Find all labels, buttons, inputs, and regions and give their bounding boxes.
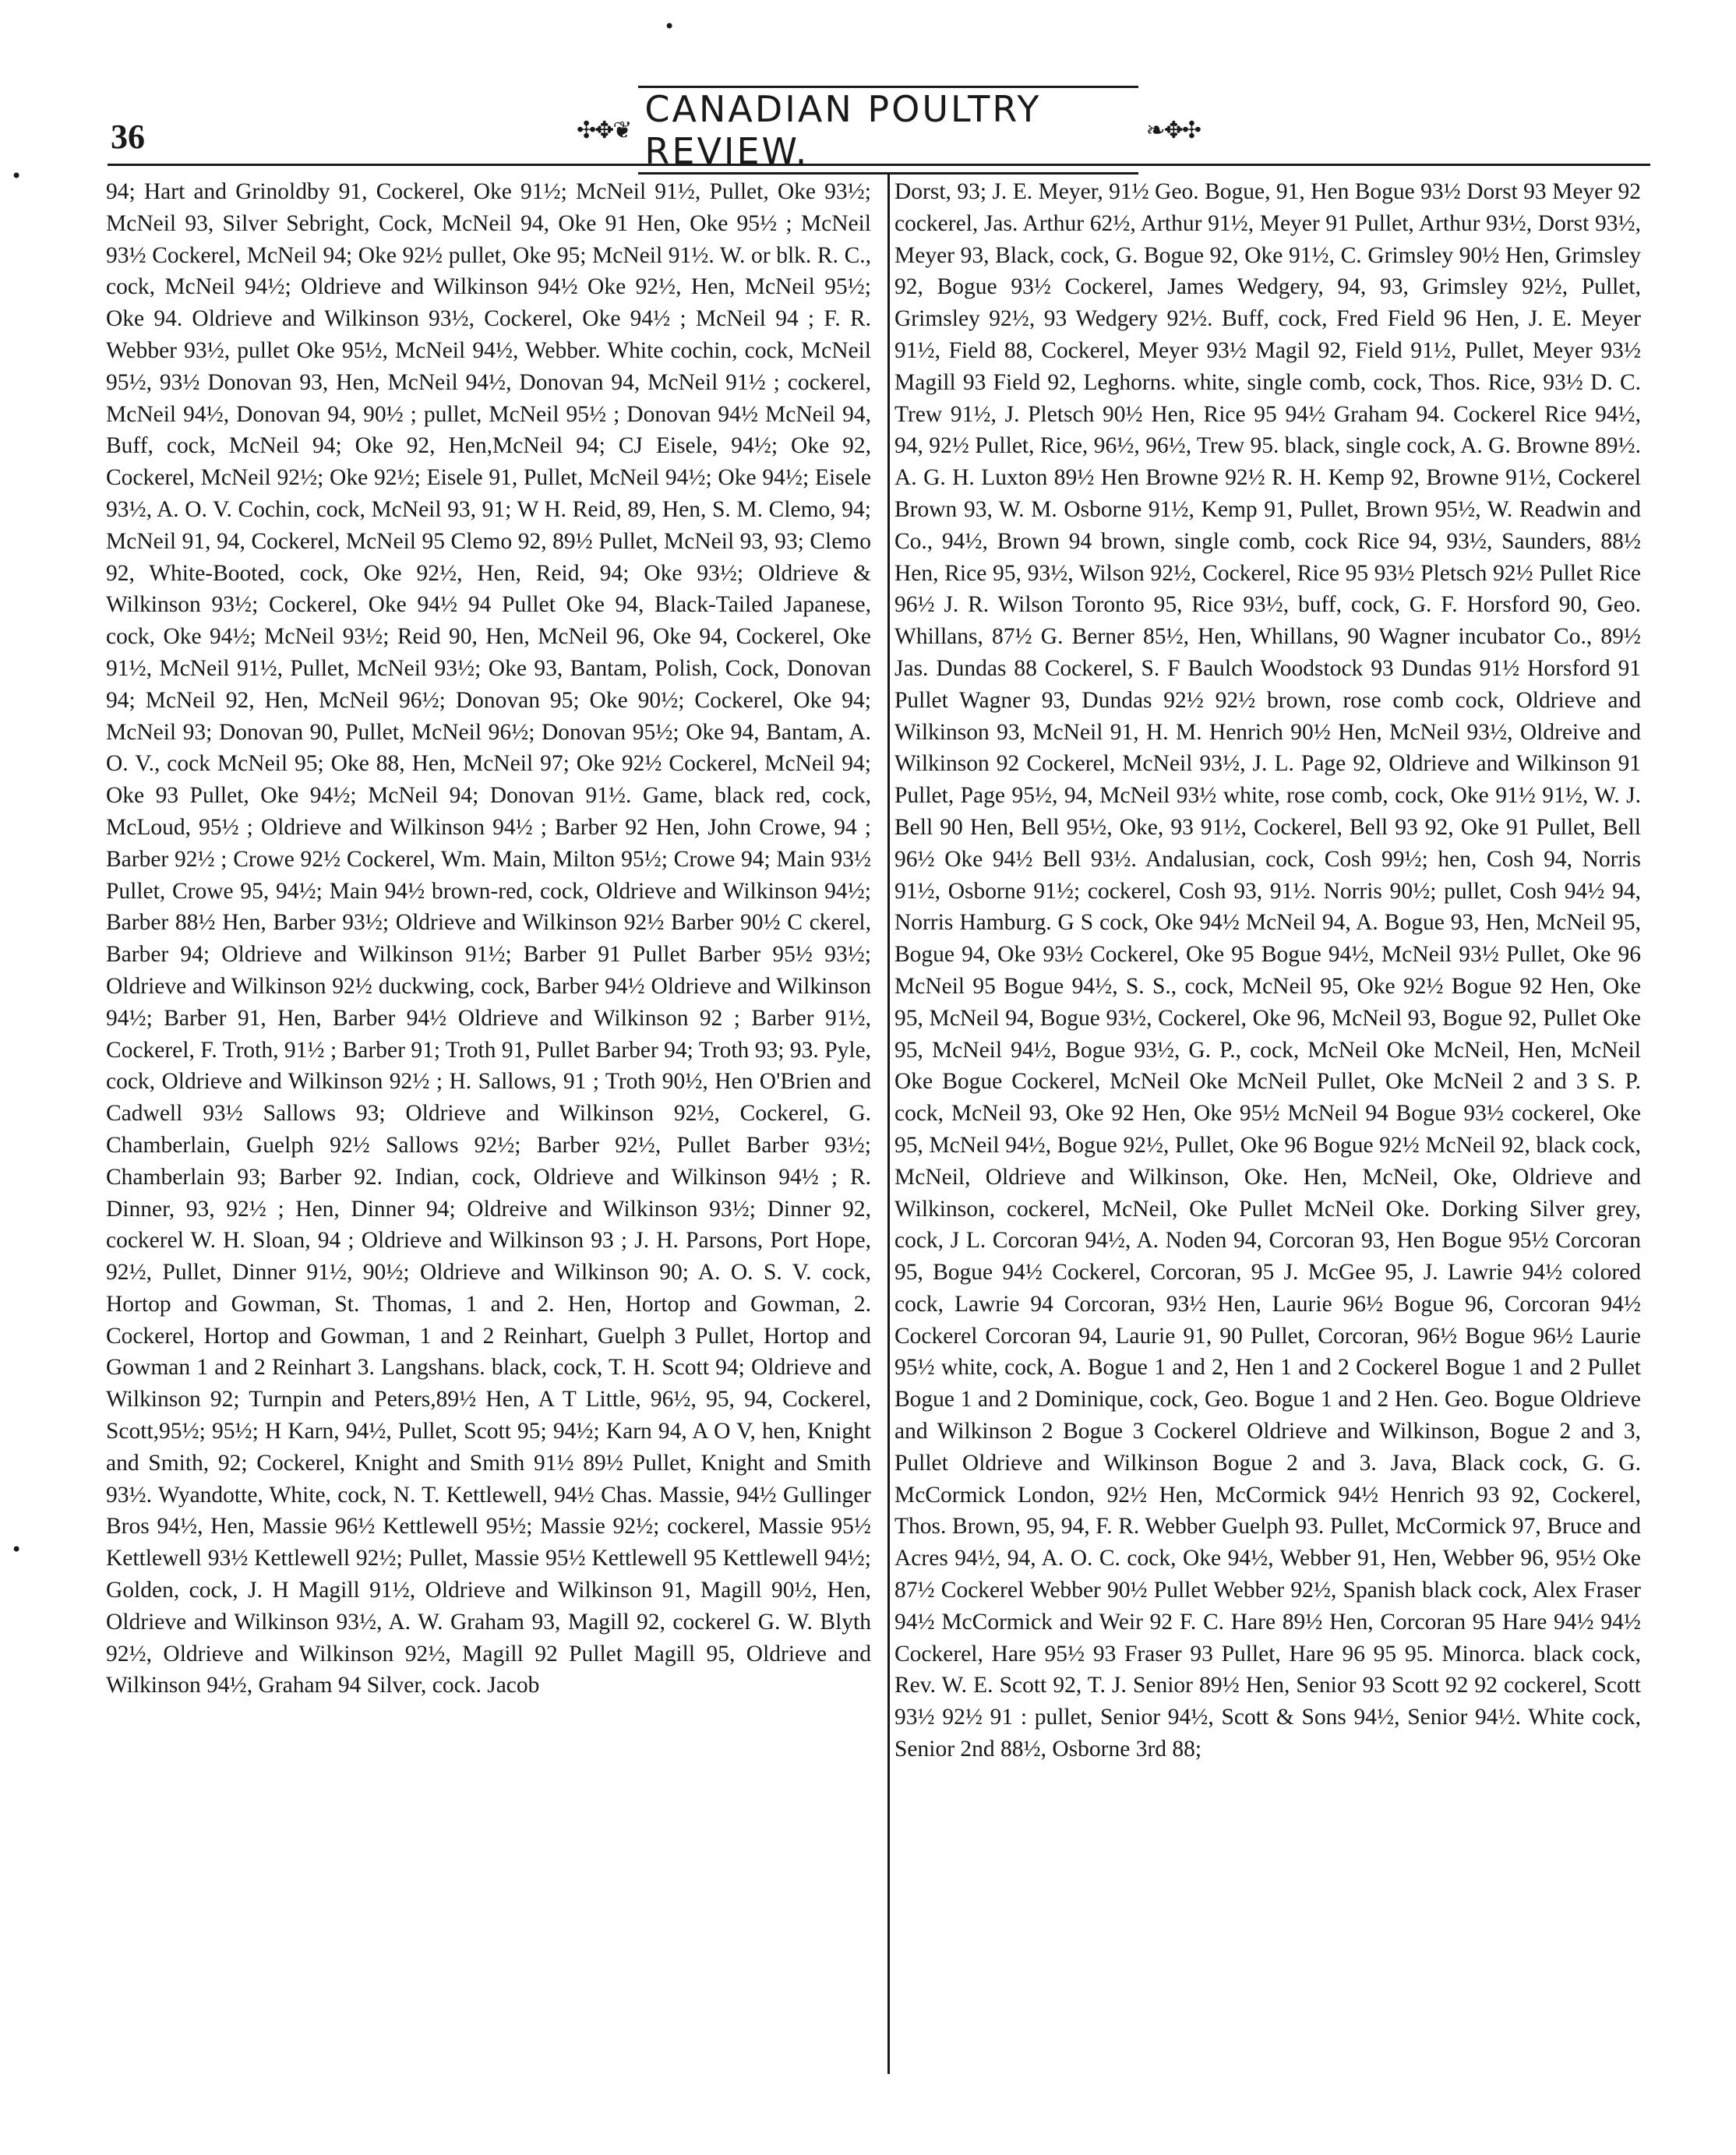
left-ornament-icon: ✣✥❦ (577, 116, 631, 144)
header-rule (108, 164, 1650, 166)
page-number: 36 (111, 118, 145, 156)
scan-dot: • (11, 165, 23, 187)
scan-dot: • (664, 16, 676, 37)
scan-dot: • (11, 1539, 23, 1561)
masthead-title: CANADIAN POULTRY REVIEW. (638, 86, 1138, 175)
masthead (577, 88, 1200, 172)
column-divider (887, 173, 890, 2074)
left-column-text: 94; Hart and Grinoldby 91, Cockerel, Oke 91½; McNeil 91½, Pullet, Oke 93½; McNeil 93, Silver Sebright, Cock, McNeil 94, Oke 91 Hen, Oke 95½ ; McNeil 93½ Cockerel, McNeil 94; Oke 92½ pullet, Oke 95; McNeil 91½. W. or blk. R. C., cock, McNeil 94½; Oldrieve and Wilkinson 94½ Oke 92½, Hen, McNeil 95½; Oke 94. Oldrieve and Wilkinson 93½, Cockerel, Oke 94½ ; McNeil 94 ; F. R. Webber 93½, pullet Oke 95½, McNeil 94½, Webber. White cochin, cock, McNeil 95½, 93½ Donovan 93, Hen, McNeil 94½, Donovan 94, McNeil 91½ ; cockerel, McNeil 94½, Donovan 94, 90½ ; pullet, McNeil 95½ ; Donovan 94½ McNeil 94, Buff, cock, McNeil 94; Oke 92, Hen,McNeil 94; CJ Eisele, 94½; Oke 92, Cockerel, McNeil 92½; Oke 92½; Eisele 91, Pullet, McNeil 94½; Oke 94½; Eisele 93½, A. O. V. Cochin, cock, McNeil 93, 91; W H. Reid, 89, Hen, S. M. Clemo, 94; McNeil 91, 94, Cockerel, McNeil 95 Clemo 92, 89½ Pullet, McNeil 93, 93; Clemo 92, White-Booted, cock, Oke 92½, Hen, Reid, 94; Oke 93½; Oldrieve & Wilkinson 93½; Cockerel, Oke 94½ 94 Pullet Oke 94, Black-Tailed Japanese, cock, Oke 94½; McNeil 93½; Reid 90, Hen, McNeil 96, Oke 94, Cockerel, Oke 91½, McNeil 91½, Pullet, McNeil 93½; Oke 93, Bantam, Polish, Cock, Donovan 94; McNeil 92, Hen, McNeil 96½; Donovan 95; Oke 90½; Cockerel, Oke 94; McNeil 93; Donovan 90, Pullet, McNeil 96½; Donovan 95½; Oke 94, Bantam, A. O. V., cock McNeil 95; Oke 88, Hen, McNeil 97; Oke 92½ Cockerel, McNeil 94; Oke 93 Pullet, Oke 94½; McNeil 94; Donovan 91½. Game, black red, cock, McLoud, 95½ ; Oldrieve and Wilkinson 94½ ; Barber 92 Hen, John Crowe, 94 ; Barber 92½ ; Crowe 92½ Cockerel, Wm. Main, Milton 95½; Crowe 94; Main 93½ Pullet, Crowe 95, 94½; Main 94½ brown-red, cock, Oldrieve and Wilkinson 94½; Barber 88½ Hen, Barber 93½; Oldrieve and Wilkinson 92½ Barber 90½ C ckerel, Barber 94; Oldrieve and Wilkinson 91½; Barber 91 Pullet Barber 95½ 93½; Oldrieve and Wilkinson 92½ duckwing, cock, Barber 94½ Oldrieve and Wilkinson 94½; Barber 91, Hen, Barber 94½ Oldrieve and Wilkinson 92 ; Barber 91½, Cockerel, F. Troth, 91½ ; Barber 91; Troth 91, Pullet Barber 94; Troth 93; 93. Pyle, cock, Oldrieve and Wilkinson 92½ ; H. Sallows, 91 ; Troth 90½, Hen O'Brien and Cadwell 93½ Sallows 93; Oldrieve and Wilkinson 92½, Cockerel, G. Chamberlain, Guelph 92½ Sallows 92½; Barber 92½, Pullet Barber 93½; Chamberlain 93; Barber 92. Indian, cock, Oldrieve and Wilkinson 94½ ; R. Dinner, 93, 92½ ; Hen, Dinner 94; Oldreive and Wilkinson 93½; Dinner 92, cockerel W. H. Sloan, 94 ; Oldrieve and Wilkinson 93 ; J. H. Parsons, Port Hope, 92½, Pullet, Dinner 91½, 90½; Oldrieve and Wilkinson 90; A. O. S. V. cock, Hortop and Gowman, St. Thomas, 1 and 2. Hen, Hortop and Gowman, 2. Cockerel, Hortop and Gowman, 1 and 2 Reinhart, Guelph 3 Pullet, Hortop and Gowman 1 and 2 Reinhart 3. Langshans. black, cock, T. H. Scott 94; Oldrieve and Wilkinson 92; Turnpin and Peters,89½ Hen, A T Little, 96½, 95, 94, Cockerel, Scott,95½; 95½; H Karn, 94½, Pullet, Scott 95; 94½; Karn 94, A O V, hen, Knight and Smith, 92; Cockerel, Knight and Smith 91½ 89½ Pullet, Knight and Smith 93½. Wyandotte, White, cock, N. T. Kettlewell, 94½ Chas. Massie, 94½ Gullinger Bros 94½, Hen, Massie 96½ Kettlewell 95½; Massie 92½; cockerel, Massie 95½ Kettlewell 93½ Kettlewell 92½; Pullet, Massie 95½ Kettlewell 95 Kettlewell 94½; Golden, cock, J. H Magill 91½, Oldrieve and Wilkinson 91, Magill 90½, Hen, Oldrieve and Wilkinson 93½, A. W. Graham 93, Magill 92, cockerel G. W. Blyth 92½, Oldrieve and Wilkinson 92½, Magill 92 Pullet Magill 95, Oldrieve and Wilkinson 94½, Graham 94 Silver, cock. Jacob (106, 179, 871, 1698)
right-ornament-icon: ❧✥✣ (1145, 116, 1200, 144)
right-column-text: Dorst, 93; J. E. Meyer, 91½ Geo. Bogue, 91, Hen Bogue 93½ Dorst 93 Meyer 92 cockerel, Jas. Arthur 62½, Arthur 91½, Meyer 91 Pullet, Arthur 93½, Dorst 93½, Meyer 93, Black, cock, G. Bogue 92, Oke 91½, C. Grimsley 90½ Hen, Grimsley 92, Bogue 93½ Cockerel, James Wedgery, 94, 93, Grimsley 92½, Pullet, Grimsley 92½, 93 Wedgery 92½. Buff, cock, Fred Field 96 Hen, J. E. Meyer 91½, Field 88, Cockerel, Meyer 93½ Magil 92, Field 91½, Pullet, Meyer 93½ Magill 93 Field 92, Leghorns. white, single comb, cock, Thos. Rice, 93½ D. C. Trew 91½, J. Pletsch 90½ Hen, Rice 95 94½ Graham 94. Cockerel Rice 94½, 94, 92½ Pullet, Rice, 96½, 96½, Trew 95. black, single cock, A. G. Browne 89½. A. G. H. Luxton 89½ Hen Browne 92½ R. H. Kemp 92, Browne 91½, Cockerel Brown 93, W. M. Osborne 91½, Kemp 91, Pullet, Brown 95½, W. Readwin and Co., 94½, Brown 94 brown, single comb, cock Rice 94, 93½, Saunders, 88½ Hen, Rice 95, 93½, Wilson 92½, Cockerel, Rice 95 93½ Pletsch 92½ Pullet Rice 96½ J. R. Wilson Toronto 95, Rice 93½, buff, cock, G. F. Horsford 90, Geo. Whillans, 87½ G. Berner 85½, Hen, Whillans, 90 Wagner incubator Co., 89½ Jas. Dundas 88 Cockerel, S. F Baulch Woodstock 93 Dundas 91½ Horsford 91 Pullet Wagner 93, Dundas 92½ 92½ brown, rose comb cock, Oldrieve and Wilkinson 93, McNeil 91, H. M. Henrich 90½ Hen, McNeil 93½, Oldreive and Wilkinson 92 Cockerel, McNeil 93½, J. L. Page 92, Oldrieve and Wilkinson 91 Pullet, Page 95½, 94, McNeil 93½ white, rose comb, cock, Oke 91½ 91½, W. J. Bell 90 Hen, Bell 95½, Oke, 93 91½, Cockerel, Bell 93 92, Oke 91 Pullet, Bell 96½ Oke 94½ Bell 93½. Andalusian, cock, Cosh 99½; hen, Cosh 94, Norris 91½, Osborne 91½; cockerel, Cosh 93, 91½. Norris 90½; pullet, Cosh 94½ 94, Norris Hamburg. G S cock, Oke 94½ McNeil 94, A. Bogue 93, Hen, McNeil 95, Bogue 94, Oke 93½ Cockerel, Oke 95 Bogue 94½, McNeil 93½ Pullet, Oke 96 McNeil 95 Bogue 94½, S. S., cock, McNeil 95, Oke 92½ Bogue 92 Hen, Oke 95, McNeil 94, Bogue 93½, Cockerel, Oke 96, McNeil 93, Bogue 92, Pullet Oke 95, McNeil 94½, Bogue 93½, G. P., cock, McNeil Oke McNeil, Hen, McNeil Oke Bogue Cockerel, McNeil Oke McNeil Pullet, Oke McNeil 2 and 3 S. P. cock, McNeil 93, Oke 92 Hen, Oke 95½ McNeil 94 Bogue 93½ cockerel, Oke 95, McNeil 94½, Bogue 92½, Pullet, Oke 96 Bogue 92½ McNeil 92, black cock, McNeil, Oldrieve and Wilkinson, Oke. Hen, McNeil, Oke, Oldrieve and Wilkinson, cockerel, McNeil, Oke Pullet McNeil Oke. Dorking Silver grey, cock, J L. Corcoran 94½, A. Noden 94, Corcoran 93, Hen Bogue 95½ Corcoran 95, Bogue 94½ Cockerel, Corcoran, 95 J. McGee 95, J. Lawrie 94½ colored cock, Lawrie 94 Corcoran, 93½ Hen, Laurie 96½ Bogue 96, Corcoran 94½ Cockerel Corcoran 94, Laurie 91, 90 Pullet, Corcoran, 96½ Bogue 96½ Laurie 95½ white, cock, A. Bogue 1 and 2, Hen 1 and 2 Cockerel Bogue 1 and 2 Pullet Bogue 1 and 2 Dominique, cock, Geo. Bogue 1 and 2 Hen. Geo. Bogue Oldrieve and Wilkinson 2 Bogue 3 Cockerel Oldrieve and Wilkinson, Bogue 2 and 3, Pullet Oldrieve and Wilkinson Bogue 2 and 3. Java, Black cock, G. G. McCormick London, 92½ Hen, McCormick 94½ Henrich 93 92, Cockerel, Thos. Brown, 95, 94, F. R. Webber Guelph 93. Pullet, McCormick 97, Bruce and Acres 94½, 94, A. O. C. cock, Oke 94½, Webber 91, Hen, Webber 96, 95½ Oke 87½ Cockerel Webber 90½ Pullet Webber 92½, Spanish black cock, Alex Fraser 94½ McCormick and Weir 92 F. C. Hare 89½ Hen, Corcoran 95 Hare 94½ 94½ Cockerel, Hare 95½ 93 Fraser 93 Pullet, Hare 96 95 95. Minorca. black cock, Rev. W. E. Scott 92, T. J. Senior 89½ Hen, Senior 93 Scott 92 92 cockerel, Scott 93½ 92½ 91 : pullet, Senior 94½, Scott & Sons 94½, Senior 94½. White cock, Senior 2nd 88½, Osborne 3rd 88; (894, 179, 1641, 1762)
